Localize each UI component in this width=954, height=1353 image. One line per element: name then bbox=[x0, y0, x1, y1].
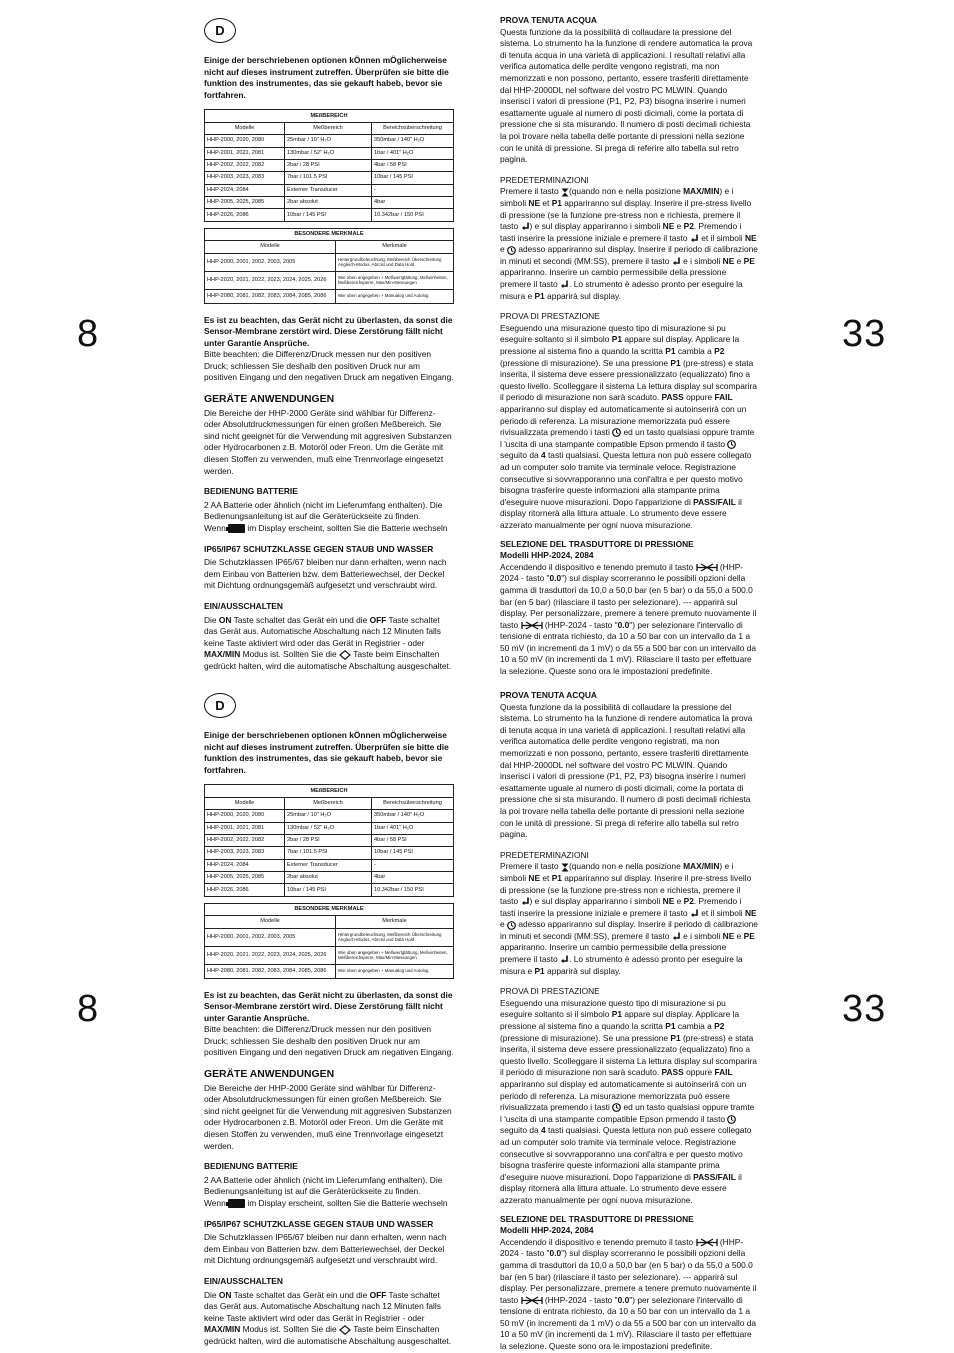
presets-text-part: e bbox=[676, 896, 682, 907]
battery-heading: BEDIENUNG BATTERIE bbox=[204, 486, 298, 497]
presets-text-part: (quando non e nella posizione bbox=[568, 861, 681, 872]
timer-icon bbox=[727, 440, 736, 449]
water-test-heading: PROVA TENUTA ACQUA bbox=[500, 15, 597, 25]
onoff-text-part: Taste beim Einschalten gedrückt halten, wird die automatische Abschaltung ausgeschaltet. bbox=[204, 649, 452, 671]
key-count: 4 bbox=[540, 450, 546, 461]
presets-text-part: apparirà sul display. bbox=[547, 290, 621, 301]
table-cell: - bbox=[372, 184, 454, 196]
p1-symbol: P1 bbox=[665, 346, 676, 357]
presets-heading: PREDETERMINAZIONI bbox=[500, 849, 589, 860]
performance-heading: PROVA DI PRESTAZIONE bbox=[500, 311, 600, 322]
range-header-overrange: Bereichsüberschreitung bbox=[372, 797, 454, 809]
ip-text: Die Schutzklassen IP65/67 bleiben nur dann erhalten, wenn nach dem Einbau von Batterien bzw. dem Batteriewechsel, der Deckel mit Dichtung ordnungsgemäß aufgesetzt und verschraubt wird. bbox=[204, 1232, 447, 1266]
enter-key-icon bbox=[560, 280, 569, 289]
table-row bbox=[205, 946, 454, 964]
table-cell: Wie oben angegeben + Manualog und Autolog bbox=[336, 289, 454, 303]
table-row bbox=[205, 810, 454, 822]
performance-text-part: seguito da bbox=[500, 450, 539, 461]
range-header-range: Meßbereich bbox=[285, 797, 372, 809]
range-table-caption: MEßBEREICH bbox=[205, 785, 454, 797]
timer-icon bbox=[612, 1103, 621, 1112]
range-key-icon bbox=[696, 563, 718, 572]
presets-text-part: ) e i simboli bbox=[500, 186, 734, 208]
table-cell: HHP-2003, 2023, 2083 bbox=[205, 172, 285, 184]
water-test-heading: PROVA TENUTA ACQUA bbox=[500, 690, 597, 700]
table-cell: HHP-2020, 2021, 2022, 2023, 2024, 2025, 2026 bbox=[205, 271, 336, 289]
zero-key-label: 0.0 bbox=[617, 1294, 630, 1305]
table-cell: 2bar / 28 PSI bbox=[285, 834, 372, 846]
pressure-note: Bitte beachten: die Differenz/Druck messen nur den positiven Druck; schliessen Sie deshalb den positiven Druck nur am positiven Eingang und den negativen Druck am negativen Eingang. bbox=[204, 1024, 454, 1058]
enter-key-icon bbox=[690, 234, 699, 243]
maxmin-label: MAX/MIN bbox=[204, 649, 241, 660]
presets-text-part: appariranno sul display. Inserire il pre-stress livello di pressione (se la funzione pre-stress non e richiesta, premere il tasto bbox=[500, 197, 752, 232]
ip-text: Die Schutzklassen IP65/67 bleiben nur dann erhalten, wenn nach dem Einbau von Batterien bzw. dem Batteriewechsel, der Deckel mit Dichtung ordnungsgemäß aufgesetzt und verschraubt wird. bbox=[204, 557, 447, 591]
ne-symbol: NE bbox=[528, 197, 541, 208]
battery-text-part: Wenn bbox=[204, 523, 226, 533]
enter-key-icon bbox=[672, 932, 681, 941]
table-row bbox=[205, 822, 454, 834]
diamond-key-icon bbox=[339, 650, 351, 660]
off-key-label: OFF bbox=[369, 1289, 387, 1300]
table-cell: HHP-2000, 2020, 2080 bbox=[205, 135, 285, 147]
presets-text-part: . Lo strumento è adesso pronto per eseguire la misura e bbox=[500, 279, 743, 301]
performance-text-part: il display ritornerà alla littura attuale. Lo strumento deve essere azzerato manualmente per ogni nuova misurazione. bbox=[500, 496, 742, 530]
p1-symbol: P1 bbox=[551, 872, 562, 883]
presets-text-part: appariranno sul display. Inserire il pre-stress livello di pressione (se la funzione pre-stress non e richiesta, premere il tasto bbox=[500, 872, 752, 907]
hourglass-key-icon bbox=[561, 863, 569, 872]
table-cell: HHP-2080, 2081, 2082, 2083, 2084, 2085, 2086 bbox=[205, 289, 336, 303]
german-column bbox=[204, 18, 454, 673]
p1-symbol: P1 bbox=[611, 334, 622, 345]
enter-key-icon bbox=[690, 909, 699, 918]
table-cell: 10bar / 145 PSI bbox=[372, 172, 454, 184]
table-cell: HHP-2080, 2081, 2082, 2083, 2084, 2085, 2086 bbox=[205, 964, 336, 978]
performance-text-part: Eseguendo una misurazione questo tipo di misurazione si pu eseguire soltanto si il simbolo bbox=[500, 322, 726, 345]
performance-text-part: (pre-stress) e stata inserita, il sistema deve essere pressionalizzato (equalizzato) fino a questo livello. Scolleggare il sistema La lettura display sul scomparira il periodo di misurazione non sarà scaduto. bbox=[500, 1032, 757, 1078]
transducer-text-part: Accendendo il dispositivo e tenendo premuto il tasto bbox=[500, 561, 694, 572]
performance-text-part: (pressione di misurazione). Se una pressione bbox=[500, 1032, 669, 1043]
presets-text-part: et bbox=[542, 197, 550, 208]
table-cell: Hintergrundbeleuchtung, Meßbereich Überschreitung Angleich-Modus, Abrcisl und Data Hold bbox=[336, 928, 454, 946]
battery-heading: BEDIENUNG BATTERIE bbox=[204, 1161, 298, 1172]
table-cell: 10.342bar / 150 PSI bbox=[372, 209, 454, 221]
ne-symbol: NE bbox=[722, 930, 735, 941]
applications-text: Die Bereiche der HHP-2000 Geräte sind wählbar für Differenz- oder Absolutdruckmessungen für einen großen Meßbereich. Sie sind nicht geeignet für die Verwendung mit aggresiven Substanzen oder Hydrocarbonen z.B. Motoröl oder Freon. Um die Geräte mit diesen Stoffen zu verwenden, muß eine Trennvorlage eingesetzt werden. bbox=[204, 1082, 452, 1151]
table-cell: HHP-2024, 2084 bbox=[205, 859, 285, 871]
presets-text-part: ) e sul display appariranno i simboli bbox=[529, 896, 661, 907]
onoff-text-part: Die bbox=[204, 614, 217, 625]
italian-column bbox=[500, 15, 758, 678]
table-cell: 2bar absolut bbox=[285, 872, 372, 884]
transducer-heading: SELEZIONE DEL TRASDUTTORE DI PRESSIONE bbox=[500, 538, 694, 549]
fail-label: FAIL bbox=[714, 392, 733, 403]
battery-text-part: 2 AA Batterie oder ähnlich (nicht im Lieferumfang enthalten). Die Bedienungsanleitung ist auf die Geräterückseite zu finden. bbox=[204, 1174, 443, 1197]
german-column bbox=[204, 693, 454, 1348]
table-cell: 10bar / 145 PSI bbox=[372, 847, 454, 859]
range-header-models: Modelle bbox=[205, 122, 285, 134]
table-cell: Externer Transducer bbox=[285, 859, 372, 871]
p1-symbol: P1 bbox=[670, 1032, 681, 1043]
table-row bbox=[205, 834, 454, 846]
table-row bbox=[205, 209, 454, 221]
presets-text-part: ) e i simboli bbox=[500, 861, 734, 883]
presets-text-part: adesso appariranno sul display. Inserire il periodo di calibrazione in minuti et secondi (MM:SS), premere il tasto bbox=[500, 919, 758, 941]
table-row bbox=[205, 859, 454, 871]
battery-text-part: im Display erscheint, sollten Sie die Batterie wechseln bbox=[247, 1198, 448, 1208]
p1-symbol: P1 bbox=[534, 965, 545, 976]
performance-text bbox=[500, 323, 758, 532]
onoff-text-part: Taste beim Einschalten gedrückt halten, wird die automatische Abschaltung ausgeschaltet. bbox=[204, 1324, 452, 1346]
overload-warning: Es ist zu beachten, das Gerät nicht zu überlasten, da sonst die Sensor-Membrane zerstört wird. Diese Zerstörung fällt nicht unter Garantie Ansprüche. bbox=[204, 989, 453, 1023]
intro-note: Einige der berschriebenen optionen kÖnnen mÖglicherweise nicht auf dieses instrument zutreffen. Überprüfen sie bitte die funktion des instrumentes, das sie gekauft habeb, bevor sie fortfahren. bbox=[204, 730, 449, 775]
water-test-text: Questa funzione da la possibilità di collaudare la pressione del sistema. Lo strumento ha la funzione di rendere automatica la prova di tenuta acqua in una varietà di applicazioni. I resultati relativi alla verifica automatica delle perdite vengono registrati, ma non memorizzati e non possono, pertanto, essere trasferiti direttamente dal HHP-2000DL nel software del vostro PC MLWIN. Quando inserisci i valori di pressione (P1, P2, P3) bisogna inserire i numeri esattamente uguale al numero di posti dicimali, come la portata di pressione che si sta misurando. Il numero di posti decimali richiesta la poi trovare nella tabella delle portante di pressioni nella sezione con le unità di pressione. Si prega di referire allo tabella sul retro pagina. bbox=[500, 26, 753, 165]
table-cell: HHP-2000, 2020, 2080 bbox=[205, 810, 285, 822]
presets-text-part: e bbox=[500, 244, 505, 255]
performance-text-part: appare sul display. Applicare la pressione al sistema fino a quando la scritta bbox=[500, 334, 740, 357]
presets-text bbox=[500, 861, 758, 977]
table-cell: 7bar / 101.5 PSI bbox=[285, 172, 372, 184]
table-cell: 25mbar / 10" H₂O bbox=[285, 810, 372, 822]
performance-text-part: il display ritornerà alla littura attuale. Lo strumento deve essere azzerato manualmente per ogni nuova misurazione. bbox=[500, 1171, 742, 1205]
table-cell: 4bar bbox=[372, 872, 454, 884]
presets-text-part: Premere il tasto bbox=[500, 186, 559, 197]
p2-symbol: P2 bbox=[683, 896, 694, 907]
presets-text-part: Premere il tasto bbox=[500, 861, 559, 872]
transducer-text-part: Accendendo il dispositivo e tenendo premuto il tasto bbox=[500, 1236, 694, 1247]
ne-symbol: NE bbox=[662, 221, 675, 232]
pe-symbol: PE bbox=[743, 255, 755, 266]
performance-text-part: tasti qualsiasi. Questa lettura non può essere collegato ad un computer solo tramite via terminale veloce. Registrazione consecutive si sovvrapporanno una conl'altra e per questo motivo bisogna trasferire queste informazioni alla stampante prima d'eseguire nuove misurazioni. Dopo l'apparizione di bbox=[500, 450, 752, 507]
p1-symbol: P1 bbox=[670, 357, 681, 368]
table-row bbox=[205, 271, 454, 289]
page-spread-bottom bbox=[0, 675, 954, 1350]
features-table bbox=[204, 903, 454, 979]
transducer-text bbox=[500, 562, 758, 678]
presets-text-part: et il simboli bbox=[701, 907, 743, 918]
table-cell: 10bar / 145 PSI bbox=[285, 884, 372, 896]
performance-text-part: seguito da bbox=[500, 1125, 539, 1136]
table-row bbox=[205, 147, 454, 159]
table-cell: 2bar / 28 PSI bbox=[285, 159, 372, 171]
p1-symbol: P1 bbox=[665, 1021, 676, 1032]
table-cell: HHP-2020, 2021, 2022, 2023, 2024, 2025, 2026 bbox=[205, 946, 336, 964]
language-badge: D bbox=[204, 18, 236, 43]
performance-text-part: cambia a bbox=[677, 1021, 712, 1032]
ne-symbol: NE bbox=[745, 907, 757, 918]
table-cell: 25mbar / 10" H₂O bbox=[285, 135, 372, 147]
presets-text-part: et il simboli bbox=[701, 232, 743, 243]
water-test-text: Questa funzione da la possibilità di collaudare la pressione del sistema. Lo strumento ha la funzione di rendere automatica la prova di tenuta acqua in una varietà di applicazioni. I resultati relativi alla verifica automatica delle perdite vengono registrati, ma non memorizzati e non possono, pertanto, essere trasferiti direttamente dal HHP-2000DL nel software del vostro PC MLWIN. Quando inserisci i valori di pressione (P1, P2, P3) bisogna inserire i numeri esattamente uguale al numero di posti dicimali, come la portata di pressione che si sta misurando. Il numero di posti decimali richiesta la poi trovare nella tabella delle portante di pressioni nella sezione con le unità di pressione. Si prega di referire allo tabella sul retro pagina. bbox=[500, 701, 753, 840]
table-cell: 4bar bbox=[372, 197, 454, 209]
presets-text-part: e i simboli bbox=[683, 255, 721, 266]
table-row bbox=[205, 159, 454, 171]
enter-key-icon bbox=[521, 897, 530, 906]
page-number-right: 33 bbox=[842, 313, 887, 355]
battery-text-part: 2 AA Batterie oder ähnlich (nicht im Lieferumfang enthalten). Die Bedienungsanleitung ist auf die Geräterückseite zu finden. bbox=[204, 499, 443, 522]
maxmin-label: MAX/MIN bbox=[683, 861, 720, 872]
onoff-text-part: Taste schaltet das Gerät ein und die bbox=[233, 614, 368, 625]
p2-symbol: P2 bbox=[714, 346, 725, 357]
ne-symbol: NE bbox=[528, 872, 541, 883]
table-row bbox=[205, 928, 454, 946]
transducer-text-part: (HHP-2024 - tasto " bbox=[500, 561, 744, 584]
zero-key-label: 0.0 bbox=[549, 1248, 562, 1259]
passfail-label: PASS/FAIL bbox=[693, 1171, 736, 1182]
range-table bbox=[204, 784, 454, 896]
overload-warning: Es ist zu beachten, das Gerät nicht zu überlasten, da sonst die Sensor-Membrane zerstört wird. Diese Zerstörung fällt nicht unter Garantie Ansprüche. bbox=[204, 314, 453, 348]
features-header-features: Merkmale bbox=[336, 916, 454, 928]
timer-icon bbox=[727, 1115, 736, 1124]
table-row bbox=[205, 172, 454, 184]
table-row bbox=[205, 184, 454, 196]
table-cell: HHP-2024, 2084 bbox=[205, 184, 285, 196]
transducer-heading: SELEZIONE DEL TRASDUTTORE DI PRESSIONE bbox=[500, 1213, 694, 1224]
range-header-models: Modelle bbox=[205, 797, 285, 809]
presets-text-part: e bbox=[500, 919, 505, 930]
table-cell: HHP-2005, 2025, 2085 bbox=[205, 197, 285, 209]
table-row bbox=[205, 884, 454, 896]
onoff-text-part: Die bbox=[204, 1289, 217, 1300]
transducer-text-part: (HHP-2024 - tasto " bbox=[544, 619, 618, 630]
table-cell: HHP-2002, 2022, 2082 bbox=[205, 159, 285, 171]
onoff-text bbox=[204, 1290, 454, 1348]
features-header-models: Modelle bbox=[205, 241, 336, 253]
battery-icon bbox=[228, 524, 245, 533]
p1-symbol: P1 bbox=[611, 1009, 622, 1020]
p1-symbol: P1 bbox=[551, 197, 562, 208]
performance-text-part: appariranno sul display ed automaticamente si autoinserirà con un periodo di referenza. La misurazione memorizzata può essere rivisualizzata premendo i tasti bbox=[500, 1079, 747, 1113]
hourglass-key-icon bbox=[561, 188, 569, 197]
timer-icon bbox=[507, 921, 516, 930]
range-header-range: Meßbereich bbox=[285, 122, 372, 134]
performance-text-part: appare sul display. Applicare la pressione al sistema fino a quando la scritta bbox=[500, 1009, 740, 1032]
table-cell: HHP-2000, 2001, 2002, 2003, 2005 bbox=[205, 253, 336, 271]
table-cell: 130mbar / 52" H₂O bbox=[285, 147, 372, 159]
p2-symbol: P2 bbox=[683, 221, 694, 232]
performance-text bbox=[500, 998, 758, 1207]
battery-text bbox=[204, 500, 454, 535]
battery-text-part: Wenn bbox=[204, 1198, 226, 1208]
presets-text-part: . Premendo i tasti inserire la pressione iniziale e premere il tasto bbox=[500, 896, 742, 918]
pe-symbol: PE bbox=[743, 930, 755, 941]
zero-key-label: 0.0 bbox=[549, 573, 562, 584]
presets-text-part: . Lo strumento è adesso pronto per eseguire la misura e bbox=[500, 954, 743, 976]
transducer-text-part: ") per selezionare l'intervallo di tensione di entrata richiesto, da 10 a 50 bar con un intervallo da 1 a 50 mV (in incrementi da 1 mV) o da 55 a 500 bar con un intervallo da 10 a 50 mV (in incrementi da 1 mV). Rilasciare il tasto per effettuare la selezione. Queste sono ora le impostazioni predefinite. bbox=[500, 1294, 757, 1352]
presets-text-part: e bbox=[676, 221, 682, 232]
table-cell: 4bar / 58 PSI bbox=[372, 159, 454, 171]
table-cell: 130mbar / 52" H₂O bbox=[285, 822, 372, 834]
transducer-text-part: ") sul display scorreranno le possibili opzioni della gamma di trasduttori da 10,0 a 50,0 bar (en 5 bar) o da 55,0 a 500.0 bar (en 5 bar) (rilasciare il tasto per selezionare). --- apparirà sul display. Per personalizzare, premere a tenere premuto nuovamente il tasto bbox=[500, 573, 757, 630]
performance-text-part: Eseguendo una misurazione questo tipo di misurazione si pu eseguire soltanto si il simbolo bbox=[500, 997, 726, 1020]
table-row bbox=[205, 872, 454, 884]
onoff-text-part: Taste schaltet das Gerät aus. Automatische Abschaltung nach 12 Minuten falls keine Taste aktiviert wird oder das Gerät in Registrier - oder bbox=[204, 614, 441, 648]
language-badge: D bbox=[204, 693, 236, 718]
onoff-text-part: Taste schaltet das Gerät aus. Automatische Abschaltung nach 12 Minuten falls keine Taste aktiviert wird oder das Gerät in Registrier - oder bbox=[204, 1289, 441, 1323]
timer-icon bbox=[612, 428, 621, 437]
applications-text: Die Bereiche der HHP-2000 Geräte sind wählbar für Differenz- oder Absolutdruckmessungen für einen großen Meßbereich. Sie sind nicht geeignet für die Verwendung mit aggresiven Substanzen oder Hydrocarbonen z.B. Motoröl oder Freon. Um die Geräte mit diesen Stoffen zu verwenden, muß eine Trennvorlage eingesetzt werden. bbox=[204, 407, 452, 476]
table-cell: Hintergrundbeleuchtung, Meßbereich Überschreitung Angleich-Modus, Abrcisl und Data Hold bbox=[336, 253, 454, 271]
table-cell: 350mbar / 140" H₂O bbox=[372, 135, 454, 147]
table-cell: 350mbar / 140" H₂O bbox=[372, 810, 454, 822]
table-cell: Wie oben angegeben + Meßwertglättung, Meßeinheiten, Meßbereichsperre, Max/Min-Messungen bbox=[336, 946, 454, 964]
intro-note: Einige der berschriebenen optionen kÖnnen mÖglicherweise nicht auf dieses instrument zutreffen. Überprüfen sie bitte die funktion des instrumentes, das sie gekauft habeb, bevor sie fortfahren. bbox=[204, 55, 449, 100]
p2-symbol: P2 bbox=[714, 1021, 725, 1032]
enter-key-icon bbox=[521, 222, 530, 231]
fail-label: FAIL bbox=[714, 1067, 733, 1078]
table-cell: 7bar / 101.5 PSI bbox=[285, 847, 372, 859]
range-key-icon bbox=[521, 621, 543, 630]
transducer-text bbox=[500, 1237, 758, 1353]
battery-text bbox=[204, 1175, 454, 1210]
transducer-models: Modelli HHP-2024, 2084 bbox=[500, 550, 594, 561]
performance-text-part: (pre-stress) e stata inserita, il sistema deve essere pressionalizzato (equalizzato) fino a questo livello. Scolleggare il sistema La lettura display sul scomparira il periodo di misurazione non sarà scaduto. bbox=[500, 357, 757, 403]
battery-icon bbox=[228, 1199, 245, 1208]
table-row bbox=[205, 135, 454, 147]
table-cell: 10bar / 145 PSI bbox=[285, 209, 372, 221]
enter-key-icon bbox=[672, 257, 681, 266]
table-row bbox=[205, 197, 454, 209]
performance-text-part: appariranno sul display ed automaticamente si autoinserirà con un periodo di referenza. La misurazione memorizzata può essere rivisualizzata premendo i tasti bbox=[500, 404, 747, 438]
pass-label: PASS bbox=[661, 392, 684, 403]
applications-heading: GERÄTE ANWENDUNGEN bbox=[204, 1069, 335, 1081]
table-cell: 10.342bar / 150 PSI bbox=[372, 884, 454, 896]
passfail-label: PASS/FAIL bbox=[693, 496, 736, 507]
table-cell: 2bar absolut bbox=[285, 197, 372, 209]
table-cell: 1bar / 401" H₂O bbox=[372, 822, 454, 834]
range-key-icon bbox=[696, 1238, 718, 1247]
features-header-features: Merkmale bbox=[336, 241, 454, 253]
transducer-text-part: ") per selezionare l'intervallo di tensione di entrata richiesto, da 10 a 50 bar con un intervallo da 1 a 50 mV (in incrementi da 1 mV) o da 55 a 500 bar con un intervallo da 10 a 50 mV (in incrementi da 1 mV). Rilasciare il tasto per effettuare la selezione. Queste sono ora le impostazioni predefinite. bbox=[500, 619, 757, 677]
table-cell: HHP-2005, 2025, 2085 bbox=[205, 872, 285, 884]
range-header-overrange: Bereichsüberschreitung bbox=[372, 122, 454, 134]
applications-heading: GERÄTE ANWENDUNGEN bbox=[204, 394, 335, 406]
presets-text bbox=[500, 186, 758, 302]
performance-text-part: (pressione di misurazione). Se una pressione bbox=[500, 357, 669, 368]
range-table-caption: MEßBEREICH bbox=[205, 110, 454, 122]
transducer-text-part: (HHP-2024 - tasto " bbox=[500, 1236, 744, 1259]
onoff-heading: EIN/AUSSCHALTEN bbox=[204, 600, 283, 611]
table-cell: 1bar / 401" H₂O bbox=[372, 147, 454, 159]
maxmin-label: MAX/MIN bbox=[204, 1324, 241, 1335]
battery-text-part: im Display erscheint, sollten Sie die Batterie wechseln bbox=[247, 523, 448, 533]
table-cell: - bbox=[372, 859, 454, 871]
italian-column bbox=[500, 690, 758, 1353]
features-table bbox=[204, 228, 454, 304]
performance-text-part: oppure bbox=[686, 392, 713, 403]
onoff-heading: EIN/AUSSCHALTEN bbox=[204, 1275, 283, 1286]
onoff-text-part: Modus ist. Sollten Sie die bbox=[242, 649, 337, 660]
table-cell: HHP-2026, 2086 bbox=[205, 884, 285, 896]
key-count: 4 bbox=[540, 1125, 546, 1136]
onoff-text bbox=[204, 615, 454, 673]
performance-text-part: oppure bbox=[686, 1067, 713, 1078]
presets-text-part: e bbox=[736, 930, 742, 941]
diamond-key-icon bbox=[339, 1325, 351, 1335]
zero-key-label: 0.0 bbox=[617, 619, 630, 630]
presets-text-part: et bbox=[542, 872, 550, 883]
table-row bbox=[205, 847, 454, 859]
pressure-note: Bitte beachten: die Differenz/Druck messen nur den positiven Druck; schliessen Sie deshalb den positiven Druck nur am positiven Eingang und den negativen Druck am negativen Eingang. bbox=[204, 349, 454, 383]
on-key-label: ON bbox=[218, 1289, 232, 1300]
performance-text-part: ed un tasto qualsiasi oppure tramte l 'uscita di una stampante compatible Epson prmendo il tasto bbox=[500, 1102, 755, 1124]
p1-symbol: P1 bbox=[534, 290, 545, 301]
range-table bbox=[204, 109, 454, 221]
timer-icon bbox=[507, 246, 516, 255]
table-cell: HHP-2001, 2021, 2081 bbox=[205, 147, 285, 159]
table-cell: Wie oben angegeben + Manualog und Autolog bbox=[336, 964, 454, 978]
presets-heading: PREDETERMINAZIONI bbox=[500, 174, 589, 185]
presets-text-part: (quando non e nella posizione bbox=[568, 186, 681, 197]
table-cell: HHP-2000, 2001, 2002, 2003, 2005 bbox=[205, 928, 336, 946]
transducer-text-part: (HHP-2024 - tasto " bbox=[544, 1294, 618, 1305]
ne-symbol: NE bbox=[662, 896, 675, 907]
on-key-label: ON bbox=[218, 614, 232, 625]
table-cell: HHP-2026, 2086 bbox=[205, 209, 285, 221]
table-row bbox=[205, 253, 454, 271]
performance-text-part: ed un tasto qualsiasi oppure tramte l 'uscita di una stampante compatible Epson prmendo il tasto bbox=[500, 427, 755, 449]
presets-text-part: e i simboli bbox=[683, 930, 721, 941]
table-cell: Externer Transducer bbox=[285, 184, 372, 196]
onoff-text-part: Modus ist. Sollten Sie die bbox=[242, 1324, 337, 1335]
ip-heading: IP65/IP67 SCHUTZKLASSE GEGEN STAUB UND WASSER bbox=[204, 1218, 434, 1229]
enter-key-icon bbox=[560, 955, 569, 964]
presets-text-part: ) e sul display appariranno i simboli bbox=[529, 221, 661, 232]
presets-text-part: apparirà sul display. bbox=[547, 965, 621, 976]
ip-heading: IP65/IP67 SCHUTZKLASSE GEGEN STAUB UND WASSER bbox=[204, 543, 434, 554]
page-number-left: 8 bbox=[77, 988, 100, 1030]
table-row bbox=[205, 289, 454, 303]
ne-symbol: NE bbox=[722, 255, 735, 266]
table-row bbox=[205, 964, 454, 978]
page-spread-top bbox=[0, 0, 954, 675]
onoff-text-part: Taste schaltet das Gerät ein und die bbox=[233, 1289, 368, 1300]
page-number-left: 8 bbox=[77, 313, 100, 355]
performance-text-part: tasti qualsiasi. Questa lettura non può essere collegato ad un computer solo tramite via terminale veloce. Registrazione consecutive si sovvrapporanno una conl'altra e per questo motivo bisogna trasferire queste informazioni alla stampante prima d'eseguire nuove misurazioni. Dopo l'apparizione di bbox=[500, 1125, 752, 1182]
table-cell: Wie oben angegeben + Meßwertglättung, Meßeinheiten, Meßbereichsperre, Max/Min-Messungen bbox=[336, 271, 454, 289]
features-header-models: Modelle bbox=[205, 916, 336, 928]
page-number-right: 33 bbox=[842, 988, 887, 1030]
maxmin-label: MAX/MIN bbox=[683, 186, 720, 197]
performance-text-part: cambia a bbox=[677, 346, 712, 357]
presets-text-part: e bbox=[736, 255, 742, 266]
features-table-caption: BESONDERE MERKMALE bbox=[205, 228, 454, 240]
table-cell: 4bar / 58 PSI bbox=[372, 834, 454, 846]
table-cell: HHP-2002, 2022, 2082 bbox=[205, 834, 285, 846]
presets-text-part: appariranno. Inserire un cambio permessibile della pressione premere il tasto bbox=[500, 267, 727, 290]
presets-text-part: . Premendo i tasti inserire la pressione iniziale e premere il tasto bbox=[500, 221, 742, 243]
pass-label: PASS bbox=[661, 1067, 684, 1078]
transducer-text-part: ") sul display scorreranno le possibili opzioni della gamma di trasduttori da 10,0 a 50,0 bar (en 5 bar) o da 55,0 a 500.0 bar (en 5 bar) (rilasciare il tasto per selezionare). --- apparirà sul display. Per personalizzare, premere a tenere premuto nuovamente il tasto bbox=[500, 1248, 757, 1305]
off-key-label: OFF bbox=[369, 614, 387, 625]
presets-text-part: appariranno. Inserire un cambio permessibile della pressione premere il tasto bbox=[500, 942, 727, 965]
ne-symbol: NE bbox=[745, 232, 757, 243]
transducer-models: Modelli HHP-2024, 2084 bbox=[500, 1225, 594, 1236]
performance-heading: PROVA DI PRESTAZIONE bbox=[500, 986, 600, 997]
table-cell: HHP-2003, 2023, 2083 bbox=[205, 847, 285, 859]
presets-text-part: adesso appariranno sul display. Inserire il periodo di calibrazione in minuti et secondi (MM:SS), premere il tasto bbox=[500, 244, 758, 266]
table-cell: HHP-2001, 2021, 2081 bbox=[205, 822, 285, 834]
range-key-icon bbox=[521, 1296, 543, 1305]
features-table-caption: BESONDERE MERKMALE bbox=[205, 903, 454, 915]
